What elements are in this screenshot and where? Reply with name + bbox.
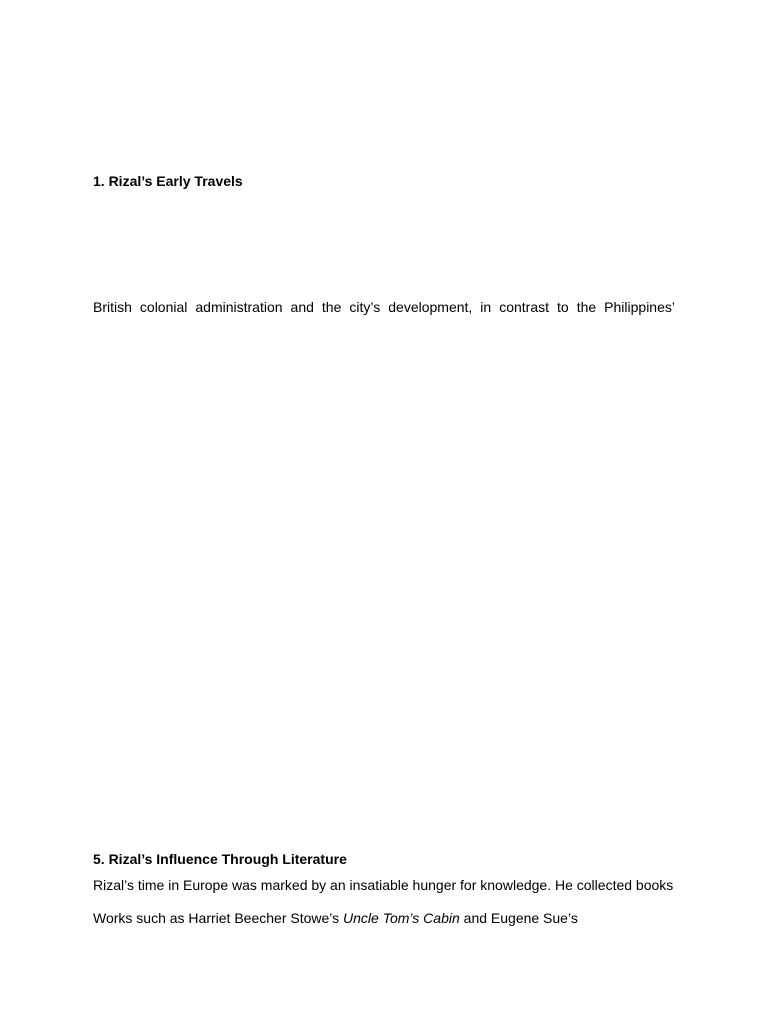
section-5-paragraph-line-2 [93, 909, 675, 927]
section-5-paragraph-line-1: Rizal’s time in Europe was marked by an insatiable hunger for knowledge. He collected books [93, 877, 674, 893]
works-text-prefix: Works such as Harriet Beecher Stowe’s [93, 910, 344, 926]
book-title-uncle-toms-cabin: Uncle Tom’s Cabin [343, 910, 460, 926]
section-1-paragraph-line: British colonial administration and the city’s development, in contrast to the Philippines’ [93, 299, 675, 315]
section-1-heading: 1. Rizal’s Early Travels [93, 173, 243, 189]
section-5-heading: 5. Rizal’s Influence Through Literature [93, 851, 347, 867]
works-text-suffix: and Eugene Sue’s [459, 910, 578, 926]
